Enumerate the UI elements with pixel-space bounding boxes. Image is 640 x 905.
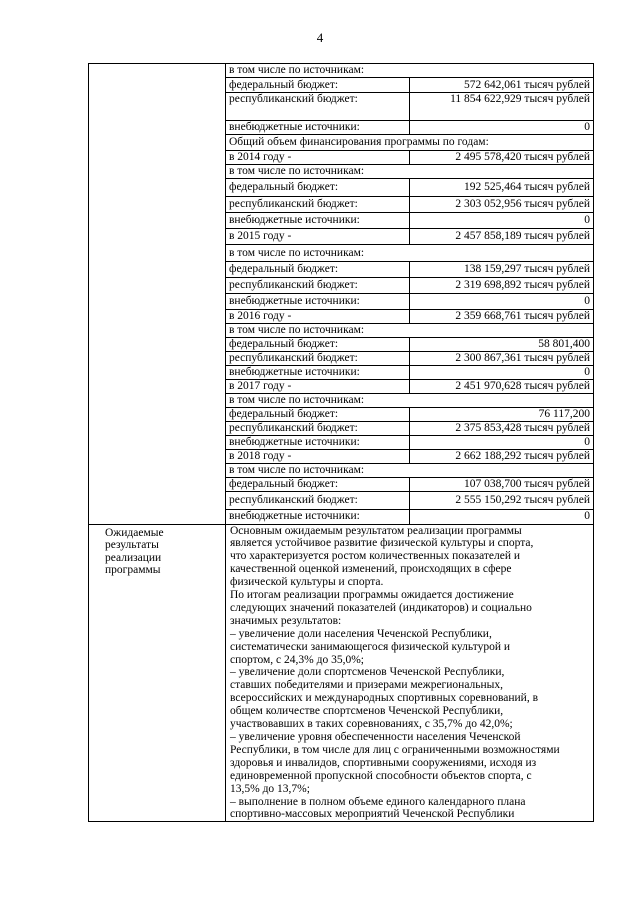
finance-row-value: 0 [410, 121, 594, 135]
finance-row-label: внебюджетные источники: [226, 294, 410, 310]
finance-row-value: 76 117,200 [410, 408, 594, 422]
finance-row-value: 0 [410, 294, 594, 310]
finance-row-value: 11 854 622,929 тысяч рублей [410, 93, 594, 121]
finance-row [226, 78, 593, 93]
finance-row [226, 366, 593, 380]
finance-row-heading: в том числе по источникам: [226, 64, 593, 78]
finance-row-heading: в том числе по источникам: [226, 394, 593, 408]
results-text-line: спортом, с 24,3% до 35,0%; [230, 653, 364, 666]
finance-row [226, 262, 593, 278]
finance-row [226, 278, 593, 294]
finance-row [226, 135, 593, 151]
results-label-line: результаты [105, 539, 159, 551]
finance-row-label: республиканский бюджет: [226, 93, 410, 121]
finance-row-value: 2 555 150,292 тысяч рублей [410, 492, 594, 510]
finance-row-value: 0 [410, 213, 594, 229]
finance-row [226, 151, 593, 165]
finance-row-label: республиканский бюджет: [226, 352, 410, 366]
results-text-line: – увеличение уровня обеспеченности населения Чеченской [230, 731, 521, 743]
finance-row [226, 394, 593, 408]
results-text-line: следующих значений показателей (индикаторов) и социально [230, 601, 532, 614]
finance-row [226, 213, 593, 229]
finance-row [226, 197, 593, 213]
results-label [89, 525, 225, 577]
finance-row-label: внебюджетные источники: [226, 121, 410, 135]
results-label-cell [89, 524, 226, 822]
results-text-line: всероссийских и международных спортивных соревнований, в [230, 692, 539, 705]
results-cell [226, 524, 594, 822]
finance-row-value: 2 457 858,189 тысяч рублей [410, 229, 594, 245]
finance-row-label: в 2015 году - [226, 229, 410, 245]
finance-row [226, 245, 593, 262]
finance-row [226, 492, 593, 510]
finance-row [226, 294, 593, 310]
finance-row-value: 192 525,464 тысяч рублей [410, 179, 594, 197]
results-text-line: Основным ожидаемым результатом реализации программы [230, 524, 522, 537]
finance-row-label: в 2014 году - [226, 151, 410, 165]
finance-row-value: 107 038,700 тысяч рублей [410, 478, 594, 492]
finance-row-label: республиканский бюджет: [226, 197, 410, 213]
finance-row-label: федеральный бюджет: [226, 478, 410, 492]
finance-row-value: 0 [410, 436, 594, 450]
results-text-line: здоровья и инвалидов, спортивными сооружениями, исходя из [230, 756, 537, 769]
results-label-line: программы [105, 564, 161, 576]
finance-row-value: 0 [410, 366, 594, 380]
finance-row [226, 352, 593, 366]
finance-row-label: в 2018 году - [226, 450, 410, 464]
results-text-line: – увеличение доли населения Чеченской Республики, [230, 627, 492, 640]
results-section-row [89, 524, 594, 822]
finance-cell [226, 64, 594, 525]
results-text-line: общем количестве спортсменов Чеченской Республики, [230, 705, 504, 718]
finance-row-value: 58 801,400 [410, 338, 594, 352]
results-text-line: 13,5% до 13,7%; [230, 782, 310, 795]
finance-row-label: федеральный бюджет: [226, 338, 410, 352]
results-text-line: значимых результатов: [230, 614, 342, 627]
results-text-line: По итогам реализации программы ожидается достижение [230, 589, 514, 602]
finance-row-label: федеральный бюджет: [226, 408, 410, 422]
finance-row-label: внебюджетные источники: [226, 436, 410, 450]
finance-row [226, 380, 593, 394]
results-text-line: ставших победителями и призерами межрегиональных, [230, 679, 504, 692]
page-number: 4 [316, 30, 324, 45]
results-text-line: единовременной пропускной способности объектов спорта, с [230, 769, 532, 782]
finance-row-heading: в том числе по источникам: [226, 324, 593, 338]
finance-row [226, 229, 593, 245]
finance-row-value: 572 642,061 тысяч рублей [410, 78, 594, 93]
finance-section-row [89, 64, 594, 525]
finance-row-value: 2 303 052,956 тысяч рублей [410, 197, 594, 213]
finance-row-label: республиканский бюджет: [226, 492, 410, 510]
finance-row [226, 422, 593, 436]
results-text-line: что характеризуется ростом количественных показателей и [230, 550, 521, 563]
finance-row-label: внебюджетные источники: [226, 366, 410, 380]
finance-row-label: федеральный бюджет: [226, 262, 410, 278]
finance-row-heading: в том числе по источникам: [226, 165, 593, 179]
finance-row-label: в 2017 году - [226, 380, 410, 394]
finance-row [226, 93, 593, 121]
finance-row-label: внебюджетные источники: [226, 213, 410, 229]
finance-row [226, 324, 593, 338]
finance-row-label: республиканский бюджет: [226, 422, 410, 436]
finance-row-value: 2 319 698,892 тысяч рублей [410, 278, 594, 294]
finance-row [226, 450, 593, 464]
results-text-line: участвовавших в таких соревнованиях, с 35,7% до 42,0%; [230, 718, 513, 731]
finance-row [226, 436, 593, 450]
finance-row-value: 2 375 853,428 тысяч рублей [410, 422, 594, 436]
program-passport-table [88, 63, 594, 822]
finance-row-value: 2 300 867,361 тысяч рублей [410, 352, 594, 366]
finance-row-value: 2 451 970,628 тысяч рублей [410, 380, 594, 394]
results-text-line: физической культуры и спорта. [230, 576, 384, 589]
finance-row-value: 138 159,297 тысяч рублей [410, 262, 594, 278]
finance-row-label: в 2016 году - [226, 310, 410, 324]
results-label-line: Ожидаемые [105, 526, 164, 539]
finance-row [226, 464, 593, 478]
finance-row-value: 0 [584, 510, 590, 523]
finance-table [226, 64, 593, 524]
finance-row [226, 64, 593, 78]
finance-row-value: 2 359 668,761 тысяч рублей [410, 310, 594, 324]
results-text-line: спортивно-массовых мероприятий Чеченской Республики [230, 808, 515, 821]
results-text-line: Республики, в том числе для лиц с ограниченными возможностями [230, 743, 560, 756]
finance-row-label: республиканский бюджет: [226, 278, 410, 294]
results-text-line: является устойчивое развитие физической культуры и спорта, [230, 537, 534, 550]
finance-row [226, 165, 593, 179]
results-label-line: реализации [105, 551, 162, 564]
finance-row [226, 478, 593, 492]
results-text-line: качественной оценкой изменений, происходящих в сфере [230, 563, 512, 576]
finance-row-label: внебюджетные источники: [226, 510, 410, 524]
finance-row [226, 179, 593, 197]
finance-row-heading: в том числе по источникам: [226, 245, 593, 262]
finance-row [226, 310, 593, 324]
results-text [226, 525, 593, 822]
empty-label-cell [89, 64, 226, 525]
results-text-line: – увеличение доли спортсменов Чеченской Республики, [230, 666, 505, 679]
results-text-line: систематически занимающегося физической культурой и [230, 640, 511, 653]
finance-row [226, 338, 593, 352]
finance-row-label: федеральный бюджет: [226, 179, 410, 197]
finance-row-value: 2 662 188,292 тысяч рублей [410, 450, 594, 464]
finance-row-label: федеральный бюджет: [226, 78, 410, 93]
finance-row [226, 510, 593, 524]
finance-row-value: 2 495 578,420 тысяч рублей [410, 151, 594, 165]
finance-row-heading: Общий объем финансирования программы по годам: [226, 135, 593, 151]
results-text-line: – выполнение в полном объеме единого календарного плана [230, 795, 526, 808]
finance-row [226, 408, 593, 422]
finance-row-heading: в том числе по источникам: [226, 464, 593, 478]
finance-row [226, 121, 593, 135]
